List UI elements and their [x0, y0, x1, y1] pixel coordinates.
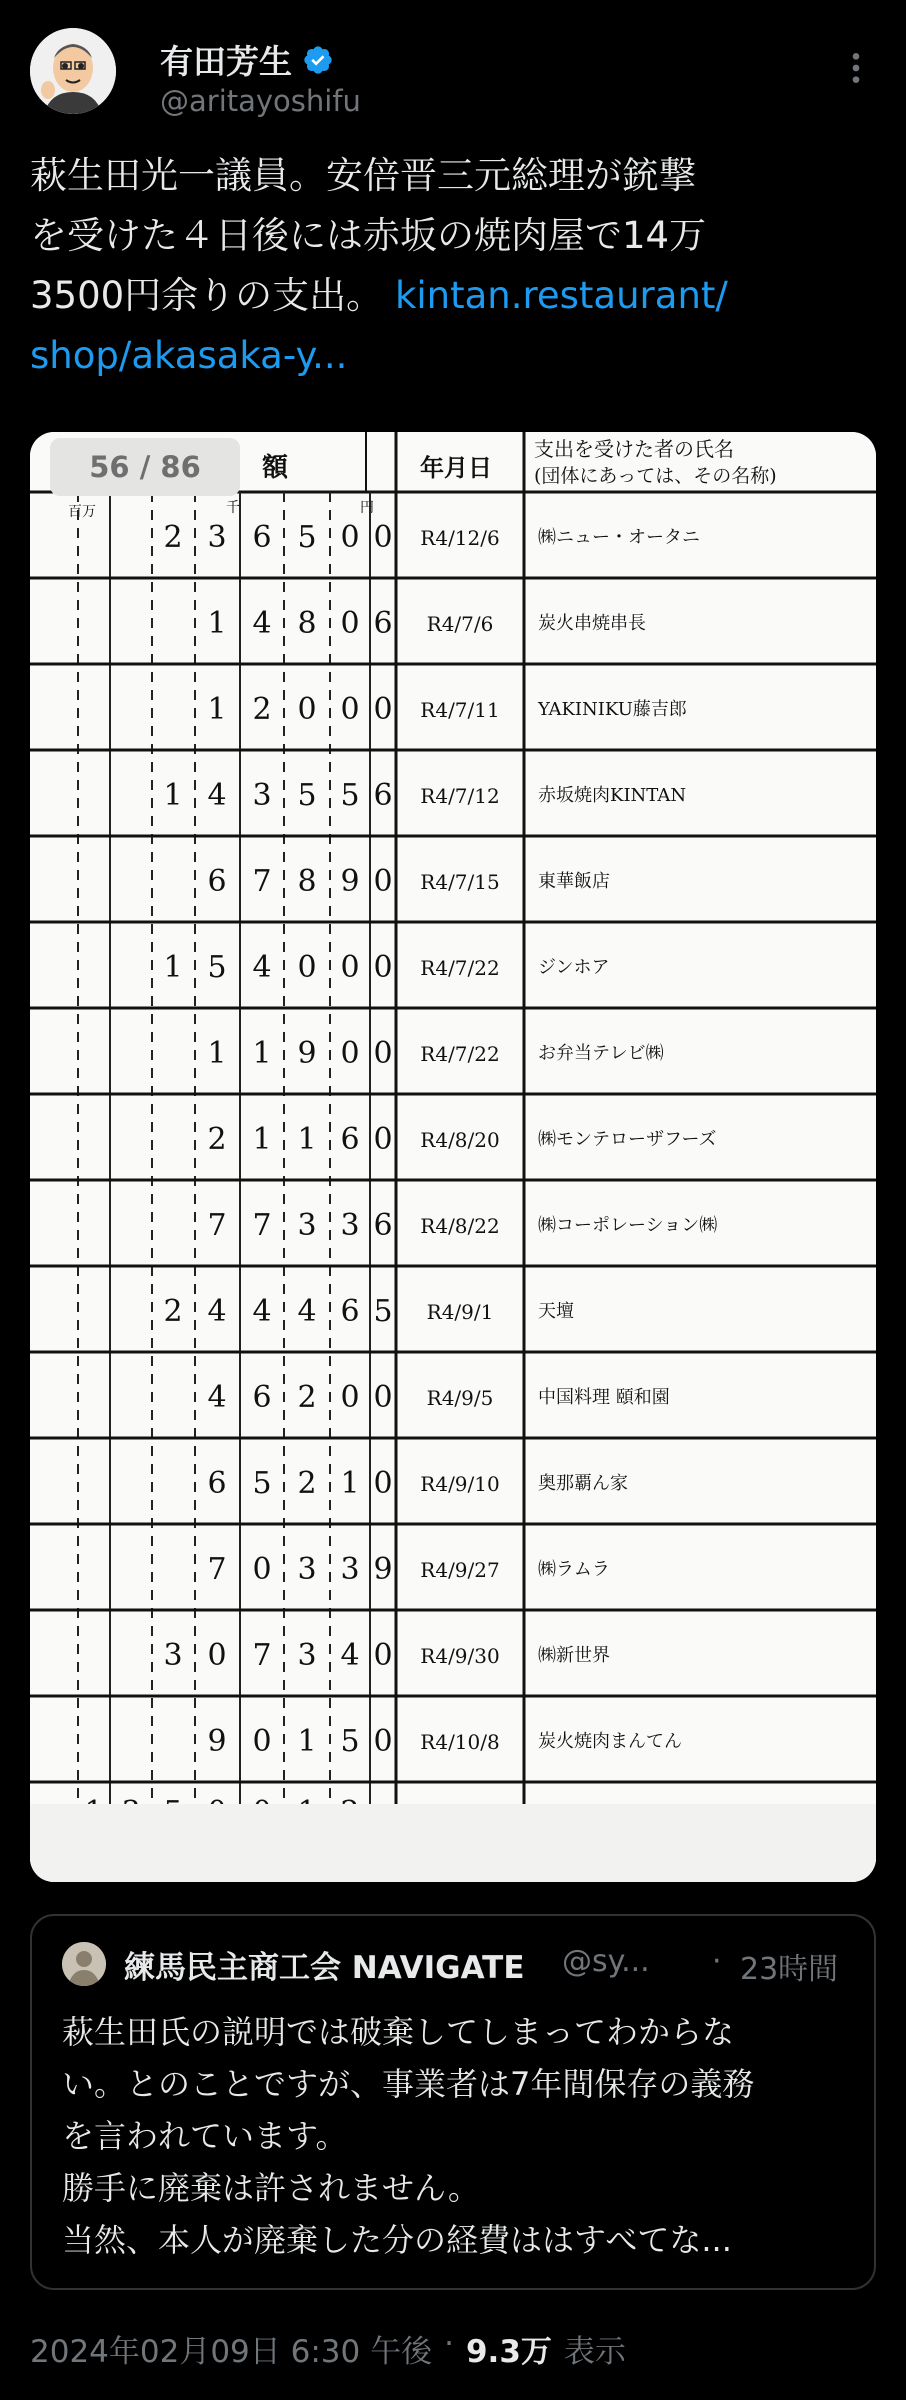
- amount-digit: 0: [373, 1036, 393, 1071]
- avatar-illustration: [30, 28, 116, 114]
- amount-digit: 4: [297, 1294, 317, 1329]
- amount-digit: 0: [373, 1122, 393, 1157]
- tweet-timestamp[interactable]: 2024年02月09日 6:30 午後: [30, 2334, 433, 2370]
- tweet-text-line: 萩生田光一議員。安倍晋三元総理が銃撃: [30, 154, 696, 197]
- amount-digit: 5: [297, 520, 317, 555]
- amount-digit: 7: [207, 1208, 227, 1243]
- amount-digit: 6: [340, 1122, 360, 1157]
- amount-digit: 1: [207, 606, 227, 641]
- amount-digit: 7: [252, 1638, 272, 1673]
- amount-digit: 0: [373, 1466, 393, 1501]
- row-payee: 東華飯店: [538, 871, 610, 892]
- amount-digit: 3: [207, 520, 227, 555]
- header-payee-line2: (団体にあっては、その名称): [534, 465, 777, 487]
- quoted-separator-dot: ·: [712, 1944, 722, 1979]
- amount-digit: 0: [373, 692, 393, 727]
- amount-digit: 1: [252, 1122, 272, 1157]
- quoted-tweet[interactable]: [30, 1914, 876, 2290]
- view-count[interactable]: 9.3万: [465, 2334, 552, 2370]
- author-handle[interactable]: @aritayoshifu: [160, 84, 361, 118]
- amount-digit: 0: [297, 950, 317, 985]
- row-payee: ジンホア: [538, 957, 610, 978]
- tweet-text-line: を受けた４日後には赤坂の焼肉屋で14万: [30, 214, 707, 257]
- row-payee: ㈱ラムラ: [538, 1559, 610, 1580]
- amount-digit: 3: [163, 1638, 183, 1673]
- tweet-meta: [30, 2326, 626, 2371]
- row-date: R4/9/27: [420, 1558, 500, 1582]
- amount-digit: 0: [373, 864, 393, 899]
- expense-document-scan: [30, 432, 876, 1882]
- row-payee: 炭火串焼串長: [538, 613, 646, 634]
- row-date: R4/8/20: [420, 1128, 500, 1152]
- amount-digit: 0: [373, 520, 393, 555]
- row-payee: お弁当テレビ㈱: [538, 1043, 664, 1064]
- amount-digit: 9: [207, 1724, 227, 1759]
- amount-digit: 9: [340, 864, 360, 899]
- row-date: R4/8/22: [420, 1214, 500, 1238]
- row-date: R4/7/12: [420, 784, 500, 808]
- amount-digit: 5: [297, 778, 317, 813]
- amount-digit: 6: [373, 778, 393, 813]
- row-payee: 赤坂焼肉KINTAN: [538, 785, 687, 806]
- amount-digit: 8: [297, 864, 317, 899]
- row-date: R4/9/10: [420, 1472, 500, 1496]
- amount-digit: 0: [373, 950, 393, 985]
- quoted-avatar-illustration: [62, 1942, 106, 1986]
- amount-digit: 0: [340, 950, 360, 985]
- row-date: R4/7/15: [420, 870, 500, 894]
- amount-digit: 2: [297, 1380, 317, 1415]
- amount-digit: 3: [340, 1208, 360, 1243]
- amount-digit: 0: [297, 692, 317, 727]
- amount-digit: 1: [207, 692, 227, 727]
- tweet-link-continued[interactable]: shop/akasaka-y...: [30, 334, 348, 377]
- amount-digit: 0: [373, 1380, 393, 1415]
- verified-badge-icon: [302, 44, 334, 76]
- quoted-tweet-text: 萩生田氏の説明では破棄してしまってわからな い。とのことですが、事業者は7年間保存の義務 を言われています。 勝手に廃棄は許されません。 当然、本人が廃棄した分の経費ははすべてな...: [62, 2013, 755, 2259]
- unit-sen-label: 千: [226, 500, 240, 516]
- unit-en-label: 円: [360, 500, 374, 516]
- row-payee: ㈱新世界: [538, 1645, 610, 1666]
- amount-digit: 1: [252, 1036, 272, 1071]
- amount-digit: 6: [373, 606, 393, 641]
- tweet-text: [30, 146, 876, 386]
- header-date: 年月日: [420, 453, 492, 482]
- header-payee-line1: 支出を受けた者の氏名: [534, 437, 734, 461]
- tweet-media-image[interactable]: [30, 432, 876, 1882]
- amount-digit: 5: [207, 950, 227, 985]
- author-display-name[interactable]: 有田芳生: [160, 42, 292, 81]
- amount-digit: 7: [252, 1208, 272, 1243]
- row-date: R4/7/22: [420, 1042, 500, 1066]
- amount-digit: 4: [252, 1294, 272, 1329]
- quoted-author-avatar[interactable]: [62, 1942, 106, 1986]
- amount-digit: 4: [252, 606, 272, 641]
- more-options-icon[interactable]: [836, 48, 876, 88]
- row-date: R4/9/1: [426, 1300, 494, 1324]
- amount-digit: 1: [163, 950, 183, 985]
- amount-digit: 6: [340, 1294, 360, 1329]
- amount-digit: 9: [373, 1552, 393, 1587]
- quoted-author-name[interactable]: 練馬民主商工会 NAVIGATE: [124, 1950, 525, 1986]
- author-name-row: [160, 36, 334, 83]
- row-date: R4/7/11: [420, 698, 500, 722]
- amount-digit: 5: [252, 1466, 272, 1501]
- amount-digit: 5: [340, 1724, 360, 1759]
- row-date: R4/7/6: [426, 612, 494, 636]
- row-date: R4/9/5: [426, 1386, 494, 1410]
- amount-digit: 4: [207, 1380, 227, 1415]
- page-indicator: 56 / 86: [50, 438, 240, 496]
- unit-hyakuman-label: 百万: [68, 504, 96, 520]
- amount-digit: 5: [340, 778, 360, 813]
- amount-digit: 1: [297, 1122, 317, 1157]
- row-date: R4/9/30: [420, 1644, 500, 1668]
- amount-digit: 9: [297, 1036, 317, 1071]
- amount-digit: 2: [297, 1466, 317, 1501]
- view-count-label: 表示: [563, 2334, 626, 2370]
- amount-digit: 6: [252, 1380, 272, 1415]
- row-payee: 中国料理 頤和園: [538, 1387, 670, 1408]
- tweet-text-line: [30, 266, 876, 326]
- amount-digit: 0: [252, 1552, 272, 1587]
- amount-digit: 7: [207, 1552, 227, 1587]
- quoted-timestamp[interactable]: 23時間: [740, 1952, 839, 1987]
- amount-digit: 6: [252, 520, 272, 555]
- row-payee: ㈱ニュー・オータニ: [538, 527, 700, 548]
- amount-digit: 2: [252, 692, 272, 727]
- amount-digit: 4: [207, 778, 227, 813]
- author-avatar[interactable]: [30, 28, 116, 114]
- amount-digit: 6: [373, 1208, 393, 1243]
- row-date: R4/10/8: [420, 1730, 500, 1754]
- amount-digit: 3: [297, 1208, 317, 1243]
- row-date: R4/12/6: [420, 526, 500, 550]
- amount-digit: 0: [340, 1036, 360, 1071]
- amount-digit: 4: [207, 1294, 227, 1329]
- amount-digit: 0: [340, 606, 360, 641]
- amount-digit: 0: [373, 1638, 393, 1673]
- amount-digit: 0: [340, 1380, 360, 1415]
- amount-digit: 3: [297, 1552, 317, 1587]
- row-payee: YAKINIKU藤吉郎: [538, 699, 687, 720]
- amount-digit: 0: [207, 1638, 227, 1673]
- amount-digit: 0: [373, 1724, 393, 1759]
- row-payee: 炭火焼肉まんてん: [538, 1731, 682, 1752]
- meta-separator-dot: ·: [444, 2326, 454, 2362]
- header-amount: 額: [262, 453, 289, 483]
- row-date: R4/7/22: [420, 956, 500, 980]
- amount-digit: 4: [252, 950, 272, 985]
- scan-bottom-margin: [30, 1804, 876, 1882]
- amount-digit: 3: [252, 778, 272, 813]
- amount-digit: 1: [163, 778, 183, 813]
- amount-digit: 4: [340, 1638, 360, 1673]
- expense-table: [30, 432, 876, 1882]
- amount-digit: 3: [340, 1552, 360, 1587]
- amount-digit: 2: [207, 1122, 227, 1157]
- amount-digit: 0: [340, 520, 360, 555]
- amount-digit: 6: [207, 1466, 227, 1501]
- amount-digit: 3: [297, 1638, 317, 1673]
- amount-digit: 6: [207, 864, 227, 899]
- amount-digit: 0: [252, 1724, 272, 1759]
- row-payee: ㈱モンテローザフーズ: [538, 1129, 717, 1150]
- amount-digit: 7: [252, 864, 272, 899]
- amount-digit: 5: [373, 1294, 393, 1329]
- amount-digit: 0: [340, 692, 360, 727]
- tweet-link[interactable]: kintan.restaurant/: [394, 274, 728, 317]
- tweet-text-segment: 3500円余りの支出。: [30, 274, 384, 317]
- quoted-author-handle[interactable]: @sy...: [562, 1944, 650, 1979]
- amount-digit: 2: [163, 1294, 183, 1329]
- amount-digit: 8: [297, 606, 317, 641]
- row-payee: 天壇: [538, 1301, 574, 1322]
- amount-digit: 1: [297, 1724, 317, 1759]
- amount-digit: 1: [340, 1466, 360, 1501]
- amount-digit: 1: [207, 1036, 227, 1071]
- row-payee: 奥那覇ん家: [538, 1473, 628, 1494]
- row-payee: ㈱コーポレーション㈱: [538, 1215, 718, 1236]
- amount-digit: 2: [163, 520, 183, 555]
